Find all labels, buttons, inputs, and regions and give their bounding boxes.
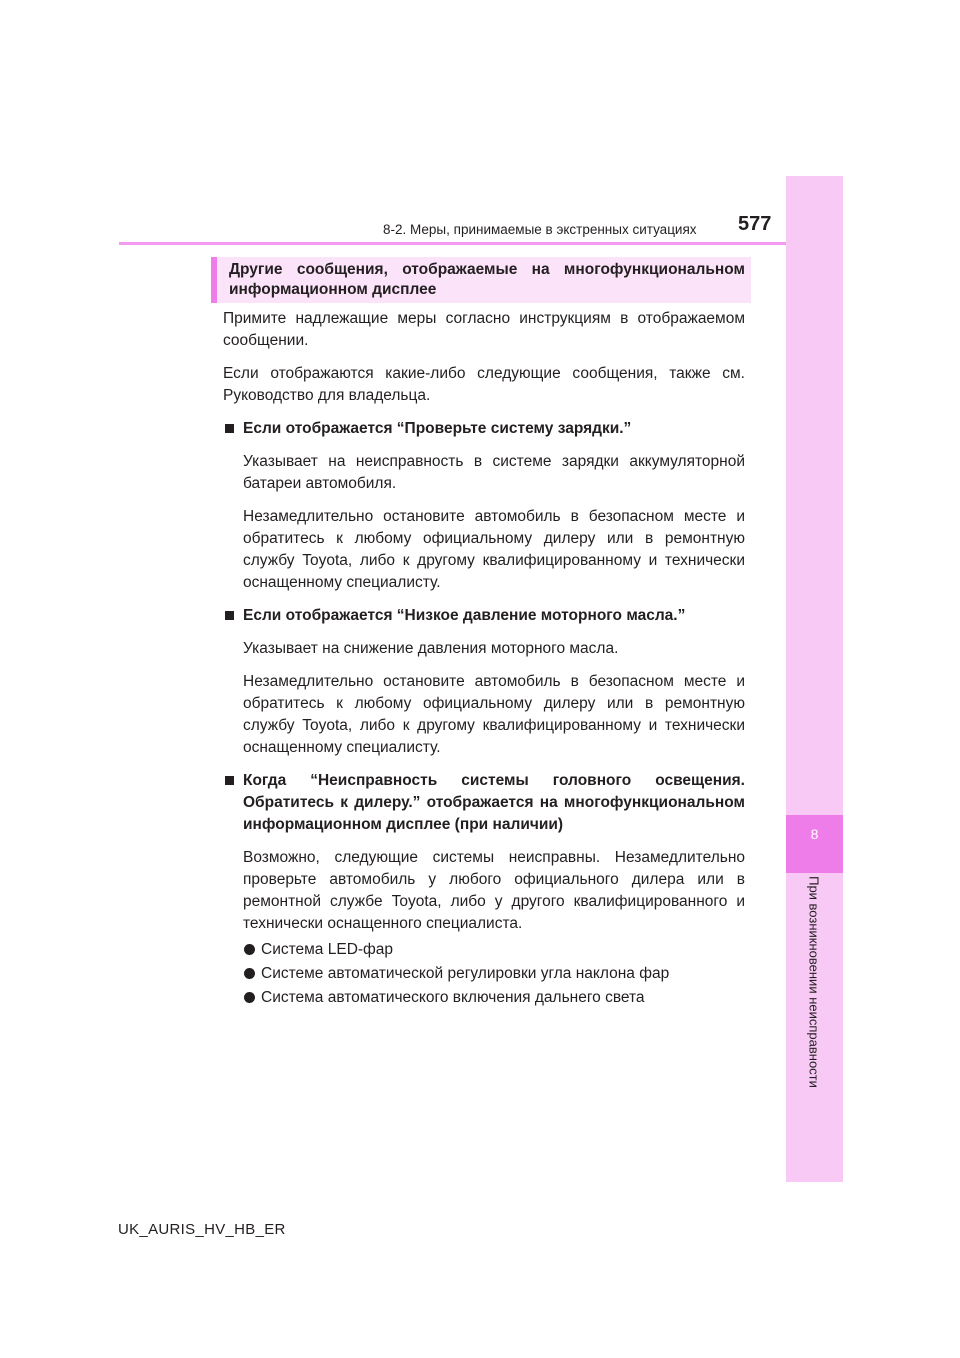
list-item — [243, 963, 745, 985]
section-heading-box — [211, 257, 751, 303]
round-bullet-icon — [244, 968, 255, 979]
round-bullet-icon — [244, 944, 255, 955]
chapter-number: 8 — [810, 826, 819, 842]
square-bullet-icon — [225, 611, 234, 620]
document-code: UK_AURIS_HV_HB_ER — [118, 1221, 286, 1238]
message-heading — [223, 605, 745, 627]
square-bullet-icon — [225, 776, 234, 785]
message-paragraph: Незамедлительно остановите автомобиль в безопасном месте и обратитесь к любому официальному дилеру или в ремонтную службу Toyota, либо к другому квалифицированному и технически оснащенному специалисту. — [243, 673, 745, 756]
list-item — [243, 987, 745, 1009]
header-divider — [119, 242, 787, 245]
message-heading — [223, 770, 745, 836]
list-item-text: Система LED-фар — [261, 941, 394, 958]
round-bullet-icon — [244, 992, 255, 1003]
running-header: 8-2. Меры, принимаемые в экстренных ситуациях — [383, 222, 697, 237]
section-title: Другие сообщения, отображаемые на многофункциональном информационном дисплее — [229, 261, 745, 298]
message-heading-text: Если отображается “Проверьте систему зарядки.” — [243, 420, 632, 437]
message-paragraph: Указывает на снижение давления моторного масла. — [243, 640, 619, 657]
chapter-label: При возникновении неисправности — [806, 876, 822, 1088]
page-number: 577 — [738, 213, 772, 235]
intro-paragraph: Примите надлежащие меры согласно инструкциям в отображаемом сообщении. — [223, 310, 745, 349]
message-heading-text: Когда “Неисправность системы головного освещения. Обратитесь к дилеру.” отображается на многофункциональном информационном дисплее (при наличии) — [243, 772, 745, 833]
square-bullet-icon — [225, 424, 234, 433]
list-item-text: Системе автоматической регулировки угла наклона фар — [261, 965, 670, 982]
intro-paragraph: Если отображаются какие-либо следующие сообщения, также см. Руководство для владельца. — [223, 365, 745, 404]
message-heading — [223, 418, 745, 440]
list-item — [243, 939, 745, 961]
message-paragraph: Незамедлительно остановите автомобиль в безопасном месте и обратитесь к любому официальному дилеру или в ремонтную службу Toyota, либо к другому квалифицированному и технически оснащенному специалисту. — [243, 508, 745, 591]
message-paragraph: Указывает на неисправность в системе зарядки аккумуляторной батареи автомобиля. — [243, 453, 745, 492]
page-content — [223, 308, 745, 1011]
message-paragraph: Возможно, следующие системы неисправны. Незамедлительно проверьте автомобиль у любого официального дилера или в ремонтной службе Toyota, либо у другого квалифицированного и технически оснащенного специалиста. — [243, 849, 745, 932]
message-heading-text: Если отображается “Низкое давление моторного масла.” — [243, 607, 686, 624]
list-item-text: Система автоматического включения дальнего света — [261, 989, 645, 1006]
